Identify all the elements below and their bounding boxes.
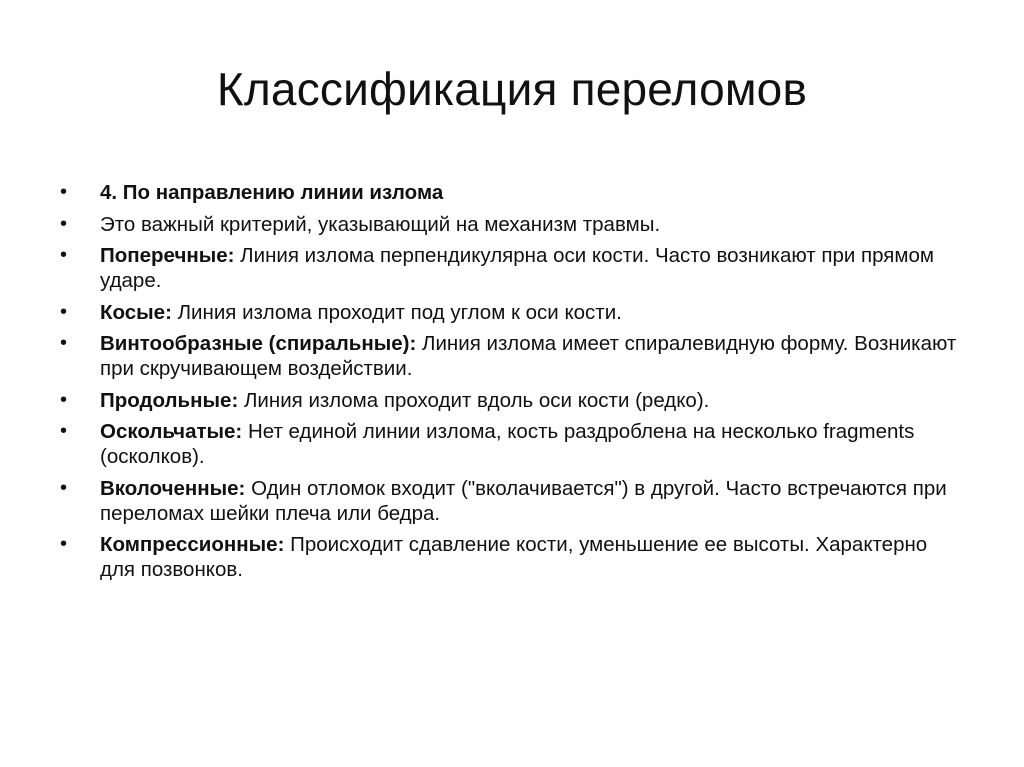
slide-title: Классификация переломов [216, 63, 808, 115]
bullet-text: Линия излома проходит вдоль оси кости (редко). [238, 388, 710, 412]
list-item [60, 300, 965, 325]
bullet-list [60, 180, 965, 589]
bullet-term: 4. По направлению линии излома [100, 181, 444, 204]
bullet-term: Оскольчатые: [100, 420, 243, 443]
bullet-icon: • [60, 420, 68, 442]
bullet-icon: • [60, 388, 68, 411]
list-item [60, 331, 965, 381]
bullet-icon: • [60, 212, 68, 235]
list-item [60, 388, 965, 413]
bullet-term: Продольные: [100, 388, 239, 412]
bullet-icon: • [60, 332, 68, 354]
bullet-text: Нет единой линии излома, кость раздроблена на несколько fragments (осколков). [100, 420, 915, 468]
bullet-icon: • [60, 300, 68, 323]
list-item [60, 419, 965, 469]
bullet-icon: • [60, 181, 68, 203]
bullet-term: Компрессионные: [100, 533, 285, 556]
list-item [60, 532, 965, 582]
bullet-term: Косые: [100, 300, 172, 324]
list-item [60, 243, 965, 293]
bullet-term: Винтообразные (спиральные): [100, 332, 417, 355]
bullet-term: Поперечные: [100, 244, 235, 267]
bullet-icon: • [60, 533, 68, 555]
bullet-text: Один отломок входит ("вколачивается") в другой. Часто встречаются при переломах шейки плеча или бедра. [100, 476, 947, 525]
bullet-text: Происходит сдавление кости, уменьшение ее высоты. Характерно для позвонков. [100, 533, 928, 581]
bullet-term: Вколоченные: [100, 476, 246, 500]
list-item [60, 212, 965, 237]
bullet-icon: • [60, 476, 68, 499]
bullet-text: Линия излома проходит под углом к оси кости. [171, 300, 622, 324]
bullet-text: Линия излома перпендикулярна оси кости. Часто возникают при прямом ударе. [100, 244, 934, 292]
list-item [60, 180, 965, 205]
list-item [60, 476, 965, 526]
bullet-icon: • [60, 244, 68, 266]
bullet-text: Линия излома имеет спиралевидную форму. Возникают при скручивающем воздействии. [100, 332, 957, 380]
bullet-text: Это важный критерий, указывающий на механизм травмы. [100, 212, 661, 236]
